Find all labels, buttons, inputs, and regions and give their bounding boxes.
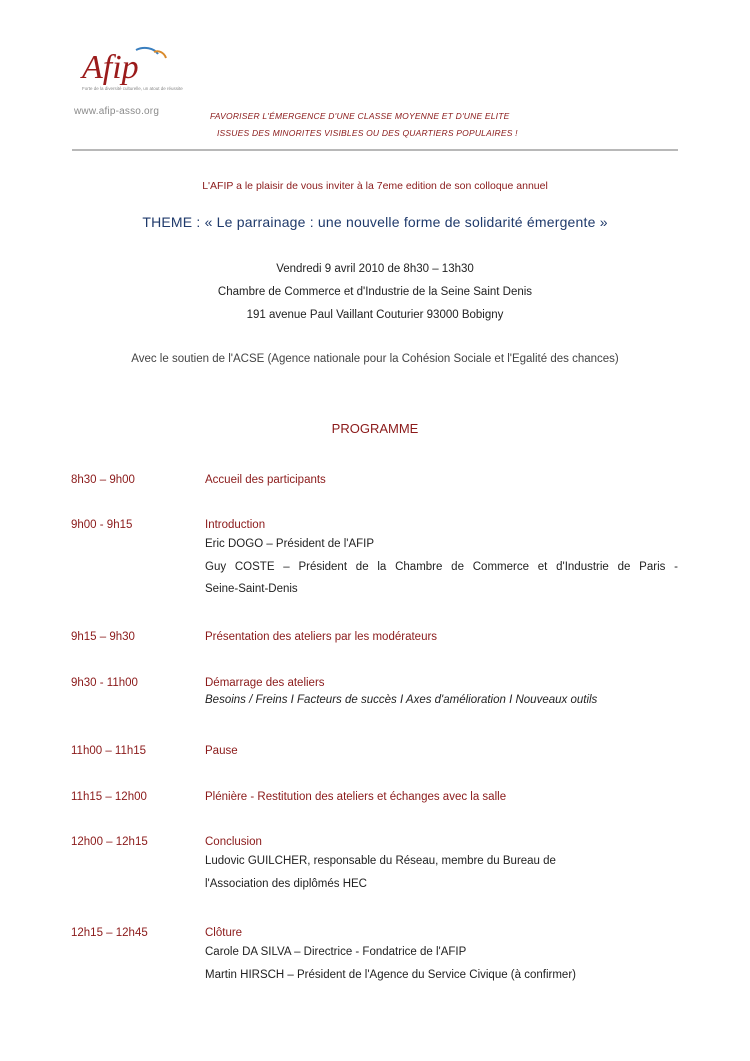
programme-title: PROGRAMME — [331, 421, 419, 436]
programme-time: 11h15 – 12h00 — [71, 791, 147, 803]
programme-item-title: Pause — [205, 745, 238, 757]
programme-item-title: Accueil des participants — [205, 474, 326, 486]
tagline — [210, 108, 570, 142]
programme-speaker: Ludovic GUILCHER, responsable du Réseau, membre du Bureau de — [205, 855, 556, 867]
programme-time: 9h00 - 9h15 — [71, 519, 133, 531]
programme-item-title: Clôture — [205, 927, 243, 939]
tagline-line-2: ISSUES DES MINORITES VISIBLES OU DES QUARTIERS POPULAIRES ! — [217, 128, 518, 138]
event-address: 191 avenue Paul Vaillant Couturier 93000 Bobigny — [246, 309, 504, 321]
programme-item-title: Démarrage des ateliers — [205, 677, 325, 689]
header-divider — [72, 149, 678, 151]
programme-time: 11h00 – 11h15 — [71, 745, 147, 757]
support-statement: Avec le soutien de l'ACSE (Agence nationale pour la Cohésion Sociale et l'Egalité des chances) — [131, 353, 619, 365]
tagline-line-1: FAVORISER L'ÉMERGENCE D'UNE CLASSE MOYENNE ET D'UNE ELITE — [210, 111, 510, 121]
programme-item-title: Plénière - Restitution des ateliers et échanges avec la salle — [205, 791, 507, 803]
website-url[interactable]: www.afip-asso.org — [74, 106, 160, 117]
event-date: Vendredi 9 avril 2010 de 8h30 – 13h30 — [276, 263, 474, 275]
programme-time: 12h00 – 12h15 — [71, 836, 148, 848]
programme-time: 8h30 – 9h00 — [71, 474, 135, 486]
theme-title: THEME : « Le parrainage : une nouvelle forme de solidarité émergente » — [142, 214, 608, 230]
logo-subtext: Forte de la diversité culturelle, un atout de réussite — [82, 86, 183, 91]
programme-item-title: Conclusion — [205, 836, 262, 848]
programme-speaker: Guy COSTE – Président de la Chambre de Commerce et d'Industrie de Paris - — [205, 560, 678, 573]
programme-speaker-continued: l'Association des diplômés HEC — [205, 877, 367, 890]
invitation-intro: L'AFIP a le plaisir de vous inviter à la 7eme edition de son colloque annuel — [202, 180, 548, 192]
programme-speaker-continued: Seine-Saint-Denis — [205, 583, 298, 595]
programme-time: 9h15 – 9h30 — [71, 631, 135, 643]
programme-speaker: Martin HIRSCH – Président de l'Agence du Service Civique (à confirmer) — [205, 968, 576, 981]
programme-speaker: Eric DOGO – Président de l'AFIP — [205, 538, 375, 550]
event-venue: Chambre de Commerce et d'Industrie de la Seine Saint Denis — [217, 286, 533, 298]
programme-item-title: Présentation des ateliers par les modérateurs — [205, 631, 438, 643]
logo-wordmark: Afip — [82, 49, 139, 86]
workshop-topics: Besoins / Freins I Facteurs de succès I Axes d'amélioration I Nouveaux outils — [205, 694, 598, 706]
programme-speaker: Carole DA SILVA – Directrice - Fondatrice de l'AFIP — [205, 946, 467, 958]
programme-time: 12h15 – 12h45 — [71, 927, 148, 939]
programme-time: 9h30 - 11h00 — [71, 677, 138, 689]
programme-item-title: Introduction — [205, 519, 266, 531]
